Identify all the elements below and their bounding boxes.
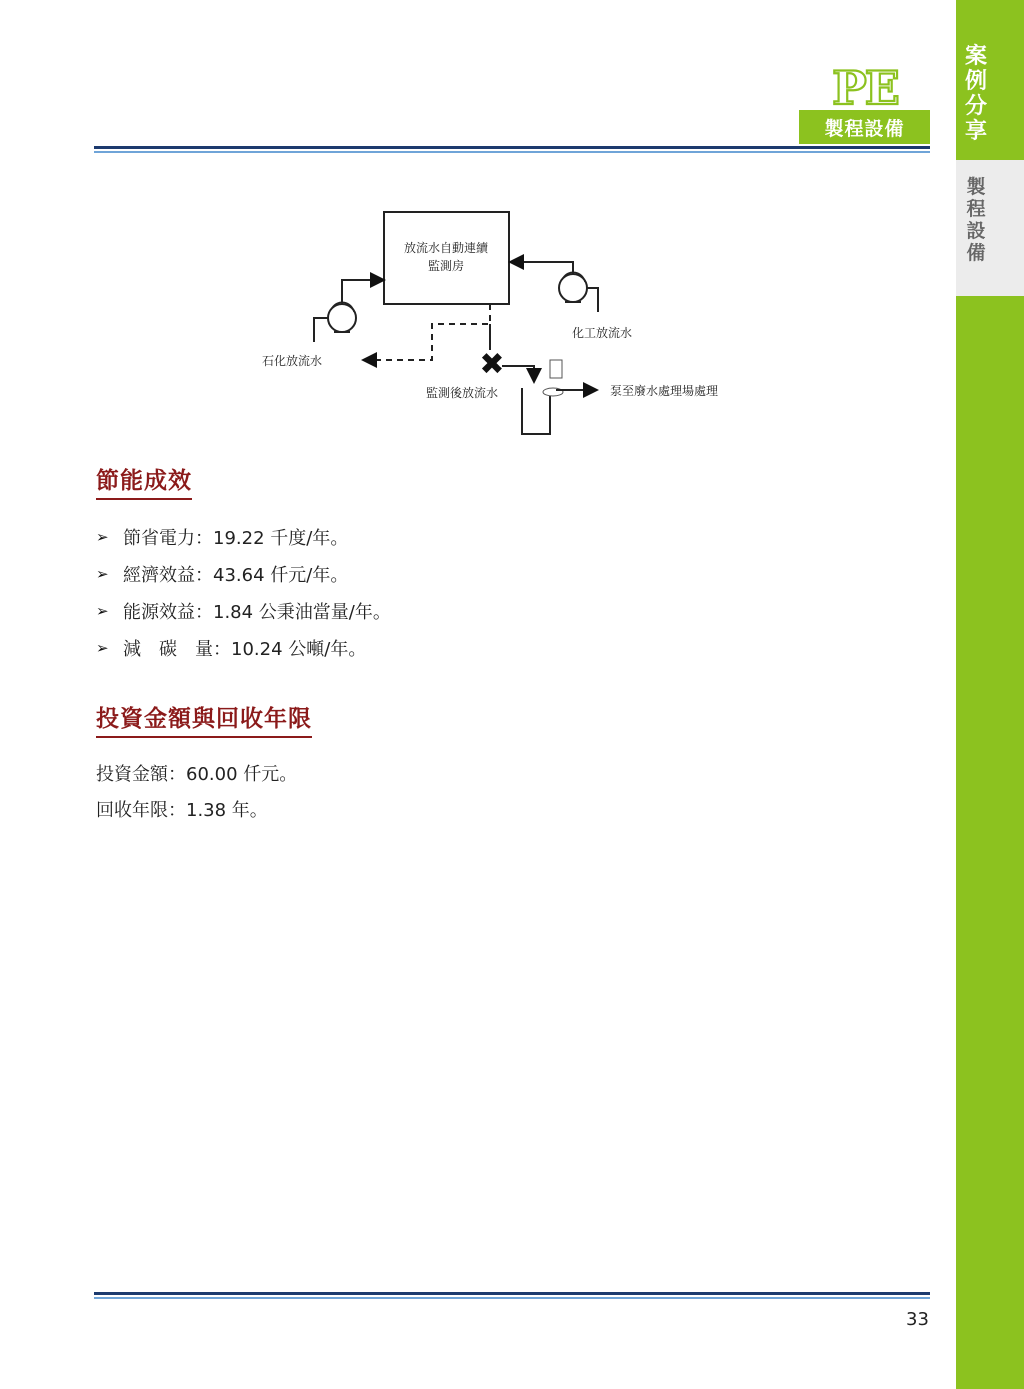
footer-rule	[94, 1292, 930, 1299]
arrow-bullet-icon: ➢	[96, 638, 109, 657]
effluent-flow-diagram	[240, 200, 780, 450]
sidebar-tab-label: 製 程 設 備	[966, 176, 986, 264]
payback-period: 回收年限：1.38 年。	[96, 800, 268, 821]
svg-text:PE: PE	[832, 66, 898, 110]
investment-amount: 投資金額：60.00 仟元。	[96, 764, 298, 785]
valve-closed-icon: ✖	[479, 347, 505, 382]
post-monitor-discharge-label: 監測後放流水	[426, 386, 499, 400]
monitoring-room-label-2: 監測房	[427, 259, 465, 273]
arrow-bullet-icon: ➢	[96, 527, 109, 546]
analyzer-icon	[550, 360, 562, 378]
investment-heading: 投資金額與回收年限	[96, 700, 312, 738]
chemical-discharge-label: 化工放流水	[572, 326, 633, 340]
monitoring-room-label-1: 放流水自動連續	[403, 241, 489, 255]
page-number: 33	[906, 1309, 929, 1330]
category-label: 製程設備	[799, 110, 930, 144]
list-item: ➢ 能源效益 ： 1.84 公秉油當量/年。	[96, 601, 391, 623]
pe-logo	[806, 66, 924, 110]
right-pump-icon	[559, 274, 587, 302]
petrochem-discharge-label: 石化放流水	[262, 354, 323, 368]
list-item: ➢ 減 碳 量 ： 10.24 公噸/年。	[96, 638, 367, 660]
monitoring-room-box	[384, 212, 509, 304]
energy-results-list	[96, 518, 391, 666]
arrow-bullet-icon: ➢	[96, 601, 109, 620]
left-pump-icon	[328, 304, 356, 332]
arrow-bullet-icon: ➢	[96, 564, 109, 583]
list-item: ➢ 節省電力 ： 19.22 千度/年。	[96, 527, 349, 549]
pump-to-treatment-label: 泵至廢水處理場處理	[610, 384, 719, 398]
header-rule	[94, 146, 930, 153]
sidebar-section-title: 案 例 分 享	[965, 44, 988, 144]
energy-results-heading: 節能成效	[96, 462, 192, 500]
list-item: ➢ 經濟效益 ： 43.64 仟元/年。	[96, 564, 349, 586]
